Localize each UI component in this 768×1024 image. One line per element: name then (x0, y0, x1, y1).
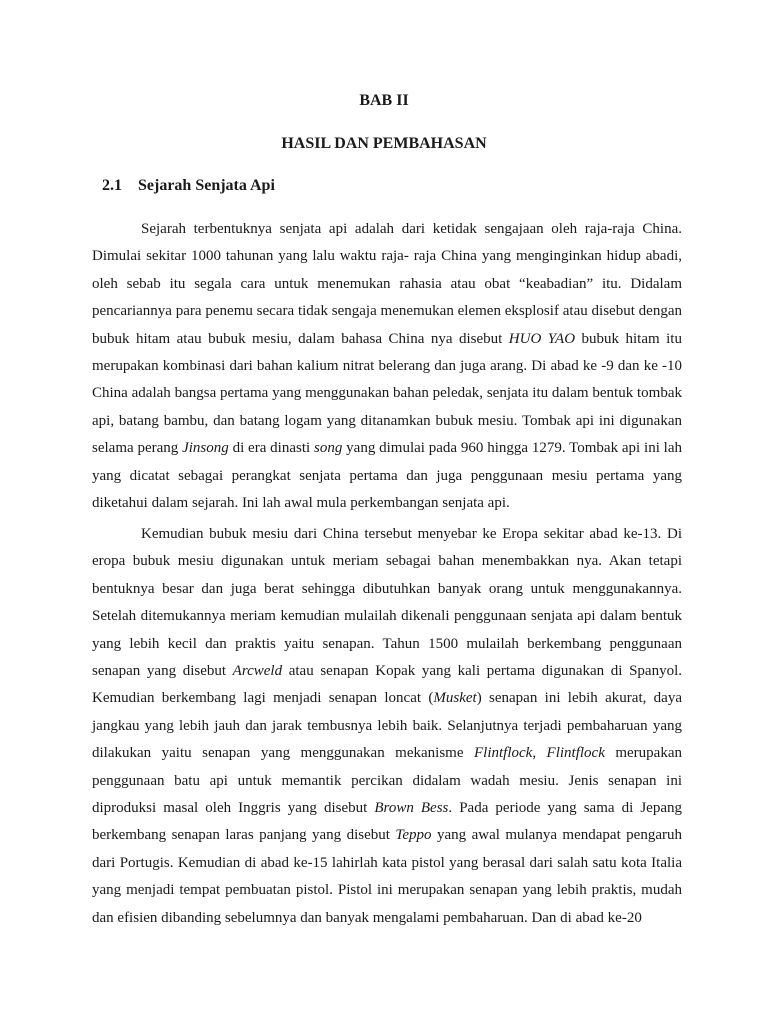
text-segment: di era dinasti (228, 440, 314, 457)
paragraph-1 (92, 216, 682, 517)
paragraph-1-block (92, 216, 682, 517)
text-segment: , (532, 745, 547, 762)
text-segment: atau senapan Kopak yang kali pertama digunakan di Spanyol. Kemudian berkembang lagi menjadi senapan loncat ( (92, 663, 682, 707)
italic-term: song (314, 440, 343, 457)
section-heading (102, 177, 275, 195)
italic-term: HUO YAO (508, 330, 576, 347)
italic-term: Musket (433, 690, 477, 707)
text-segment: Kemudian bubuk mesiu dari China tersebut menyebar ke Eropa sekitar abad ke-13. Di eropa bubuk mesiu digunakan untuk meriam sebagai bahan menembakkan nya. Akan tetapi bentuknya besar dan juga berat sehingga dibutuhkan banyak orang untuk menggunakannya. Setelah ditemukannya meriam kemudian mulailah dikenali penggunaan senjata api dalam bentuk yang lebih kecil dan praktis yaitu senapan. Tahun 1500 mulailah berkembang penggunaan senapan yang disebut (92, 526, 682, 680)
text-segment: ) senapan ini lebih akurat, daya jangkau yang lebih jauh dan jarak tembusnya lebih baik. Selanjutnya terjadi pembaharuan yang dilakukan yaitu senapan yang menggunakan mekanisme (92, 690, 682, 762)
italic-term: Teppo (395, 827, 432, 844)
chapter-title: HASIL DAN PEMBAHASAN (281, 135, 487, 152)
text-segment: yang dimulai pada 960 hingga 1279. Tombak api ini lah yang dicatat sebagai perangkat senjata pertama dan juga penggunaan mesiu pertama yang diketahui dalam sejarah. Ini lah awal mula perkembangan senjata api. (92, 440, 682, 512)
text-segment: merupakan penggunaan batu api untuk memantik percikan didalam wadah mesiu. Jenis senapan ini diproduksi masal oleh Inggris yang disebut (92, 745, 682, 817)
section-title: Sejarah Senjata Api (138, 177, 275, 194)
text-segment: . Pada periode yang sama di Jepang berkembang senapan laras panjang yang disebut (92, 800, 682, 844)
italic-term: Flintflock (546, 745, 605, 762)
section-number: 2.1 (102, 177, 122, 194)
italic-term: Arcweld (232, 663, 283, 680)
italic-term: Flintflock (473, 745, 533, 762)
chapter-number: BAB II (359, 92, 409, 109)
text-segment: bubuk hitam itu merupakan kombinasi dari bahan kalium nitrat belerang dan juga arang. Di abad ke -9 dan ke -10 China adalah bangsa pertama yang menggunakan bahan peledak, senjata itu dalam bentuk tombak api, batang bambu, dan batang logam yang ditanamkan bubuk mesiu. Tombak api ini digunakan selama perang (92, 330, 682, 457)
text-segment: yang awal mulanya mendapat pengaruh dari Portugis. Kemudian di abad ke-15 lahirlah kata pistol yang berasal dari salah satu kota Italia yang menjadi tempat pembuatan pistol. Pistol ini merupakan senapan yang lebih praktis, mudah dan efisien dibanding sebelumnya dan banyak mengalami pembaharuan. Dan di abad ke-20 (92, 827, 682, 926)
italic-term: Jinsong (182, 440, 229, 457)
text-segment: Sejarah terbentuknya senjata api adalah dari ketidak sengajaan oleh raja-raja China. Dimulai sekitar 1000 tahunan yang lalu waktu raja- raja China yang menginginkan hidup abadi, oleh sebab itu segala cara untuk menemukan rahasia atau obat “keabadian” itu. Didalam pencariannya para penemu secara tidak sengaja menemukan elemen eksplosif atau disebut dengan bubuk hitam atau bubuk mesiu, dalam bahasa China nya disebut (92, 221, 682, 347)
paragraph-2-block (92, 521, 682, 932)
paragraph-2 (92, 521, 682, 932)
italic-term: Brown Bess (374, 800, 449, 817)
